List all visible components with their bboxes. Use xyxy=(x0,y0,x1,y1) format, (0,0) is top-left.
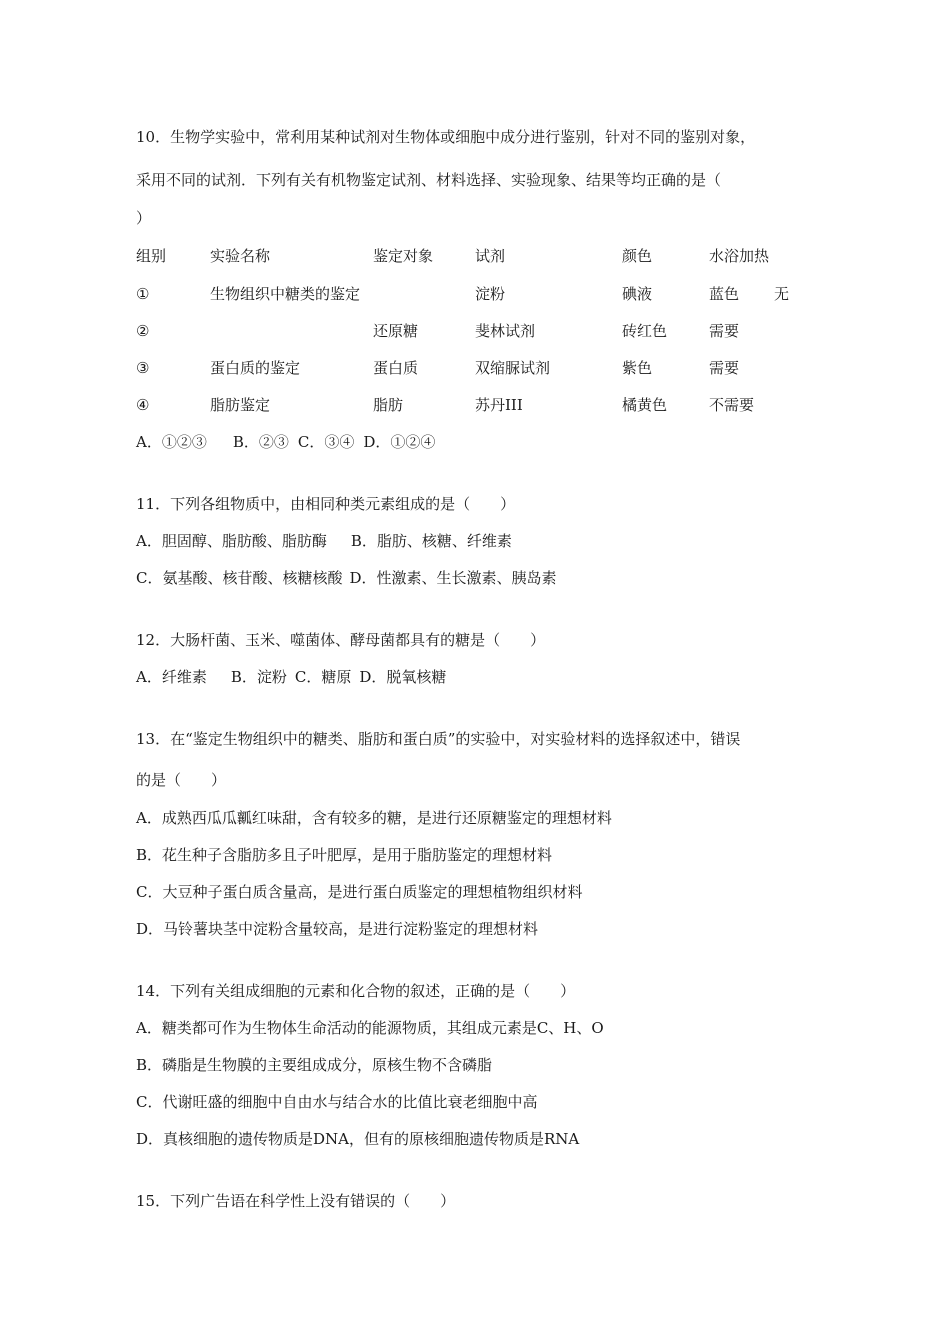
q13-stem-line1: 13．在“鉴定生物组织中的糖类、脂肪和蛋白质”的实验中，对实验材料的选择叙述中，错误 xyxy=(136,730,741,748)
table-row4-color: 橘黄色 xyxy=(622,396,668,414)
table-row3-reagent: 双缩脲试剂 xyxy=(475,359,551,377)
q14-option-d[interactable]: D．真核细胞的遗传物质是DNA，但有的原核细胞遗传物质是RNA xyxy=(136,1130,580,1148)
table-row2-heat: 需要 xyxy=(709,322,740,340)
q14-stem: 14．下列有关组成细胞的元素和化合物的叙述，正确的是（ ） xyxy=(136,982,576,1000)
q13-option-c[interactable]: C．大豆种子蛋白质含量高，是进行蛋白质鉴定的理想植物组织材料 xyxy=(136,883,583,901)
q13-option-d[interactable]: D．马铃薯块茎中淀粉含量较高，是进行淀粉鉴定的理想材料 xyxy=(136,920,539,938)
table-row1-name: 生物组织中糖类的鉴定 xyxy=(210,285,361,303)
table-row3-name: 蛋白质的鉴定 xyxy=(210,359,301,377)
table-header-heat: 水浴加热 xyxy=(709,247,770,265)
q10-options xyxy=(136,432,435,452)
q12-options xyxy=(136,667,446,687)
table-row3-group: ③ xyxy=(136,359,150,377)
table-row3-heat: 需要 xyxy=(709,359,740,377)
q11-option-d[interactable]: D．性激素、生长激素、胰岛素 xyxy=(349,569,557,587)
q14-option-c[interactable]: C．代谢旺盛的细胞中自由水与结合水的比值比衰老细胞中高 xyxy=(136,1093,538,1111)
table-row1-extra: 无 xyxy=(774,285,790,303)
table-header-color: 颜色 xyxy=(622,247,653,265)
q13-option-b[interactable]: B．花生种子含脂肪多且子叶肥厚，是用于脂肪鉴定的理想材料 xyxy=(136,846,553,864)
q11-options-row2 xyxy=(136,568,557,588)
q15-stem: 15．下列广告语在科学性上没有错误的（ ） xyxy=(136,1192,456,1210)
q14-option-b[interactable]: B．磷脂是生物膜的主要组成成分，原核生物不含磷脂 xyxy=(136,1056,493,1074)
q12-stem: 12．大肠杆菌、玉米、噬菌体、酵母菌都具有的糖是（ ） xyxy=(136,631,546,649)
q12-option-b[interactable]: B．淀粉 xyxy=(230,668,287,686)
q10-option-b[interactable]: B．②③ xyxy=(232,433,289,451)
table-row4-object: 脂肪 xyxy=(373,396,404,414)
table-row3-color: 紫色 xyxy=(622,359,653,377)
table-row4-group: ④ xyxy=(136,396,150,414)
q11-option-c[interactable]: C．氨基酸、核苷酸、核糖核酸 xyxy=(136,569,343,587)
table-row4-name: 脂肪鉴定 xyxy=(210,396,271,414)
q12-option-c[interactable]: C．糖原 xyxy=(294,668,352,686)
table-row4-heat: 不需要 xyxy=(709,396,755,414)
table-header-object: 鉴定对象 xyxy=(373,247,434,265)
q11-options-row1 xyxy=(136,531,512,551)
q10-stem-line1: 10．生物学实验中，常利用某种试剂对生物体或细胞中成分进行鉴别，针对不同的鉴别对象， xyxy=(136,128,756,146)
table-row4-reagent: 苏丹III xyxy=(475,396,523,414)
q13-stem-line2: 的是（ ） xyxy=(136,771,227,789)
q11-stem: 11．下列各组物质中，由相同种类元素组成的是（ ） xyxy=(136,495,516,513)
table-row2-reagent: 斐林试剂 xyxy=(475,322,536,340)
table-row1-heat: 蓝色 xyxy=(709,285,740,303)
q12-option-a[interactable]: A．纤维素 xyxy=(136,668,207,686)
table-row3-object: 蛋白质 xyxy=(373,359,419,377)
q13-option-a[interactable]: A．成熟西瓜瓜瓤红味甜，含有较多的糖，是进行还原糖鉴定的理想材料 xyxy=(136,809,612,827)
table-row1-reagent: 淀粉 xyxy=(475,285,506,303)
table-row2-object: 还原糖 xyxy=(373,322,419,340)
q14-option-a[interactable]: A．糖类都可作为生物体生命活动的能源物质，其组成元素是C、H、O xyxy=(136,1019,604,1037)
q11-option-b[interactable]: B．脂肪、核糖、纤维素 xyxy=(350,532,512,550)
q12-option-d[interactable]: D．脱氧核糖 xyxy=(359,668,447,686)
table-header-group: 组别 xyxy=(136,247,167,265)
q11-option-a[interactable]: A．胆固醇、脂肪酸、脂肪酶 xyxy=(136,532,327,550)
table-header-name: 实验名称 xyxy=(210,247,271,265)
table-row2-group: ② xyxy=(136,322,150,340)
table-row1-color: 碘液 xyxy=(622,285,653,303)
q10-stem-line2: 采用不同的试剂．下列有关有机物鉴定试剂、材料选择、实验现象、结果等均正确的是（ xyxy=(136,171,722,189)
q10-option-d[interactable]: D．①②④ xyxy=(363,433,436,451)
table-header-reagent: 试剂 xyxy=(475,247,506,265)
q10-option-c[interactable]: C．③④ xyxy=(297,433,355,451)
q10-stem-line3: ） xyxy=(136,209,152,227)
table-row2-color: 砖红色 xyxy=(622,322,668,340)
q10-option-a[interactable]: A．①②③ xyxy=(136,433,207,451)
table-row1-group: ① xyxy=(136,285,150,303)
